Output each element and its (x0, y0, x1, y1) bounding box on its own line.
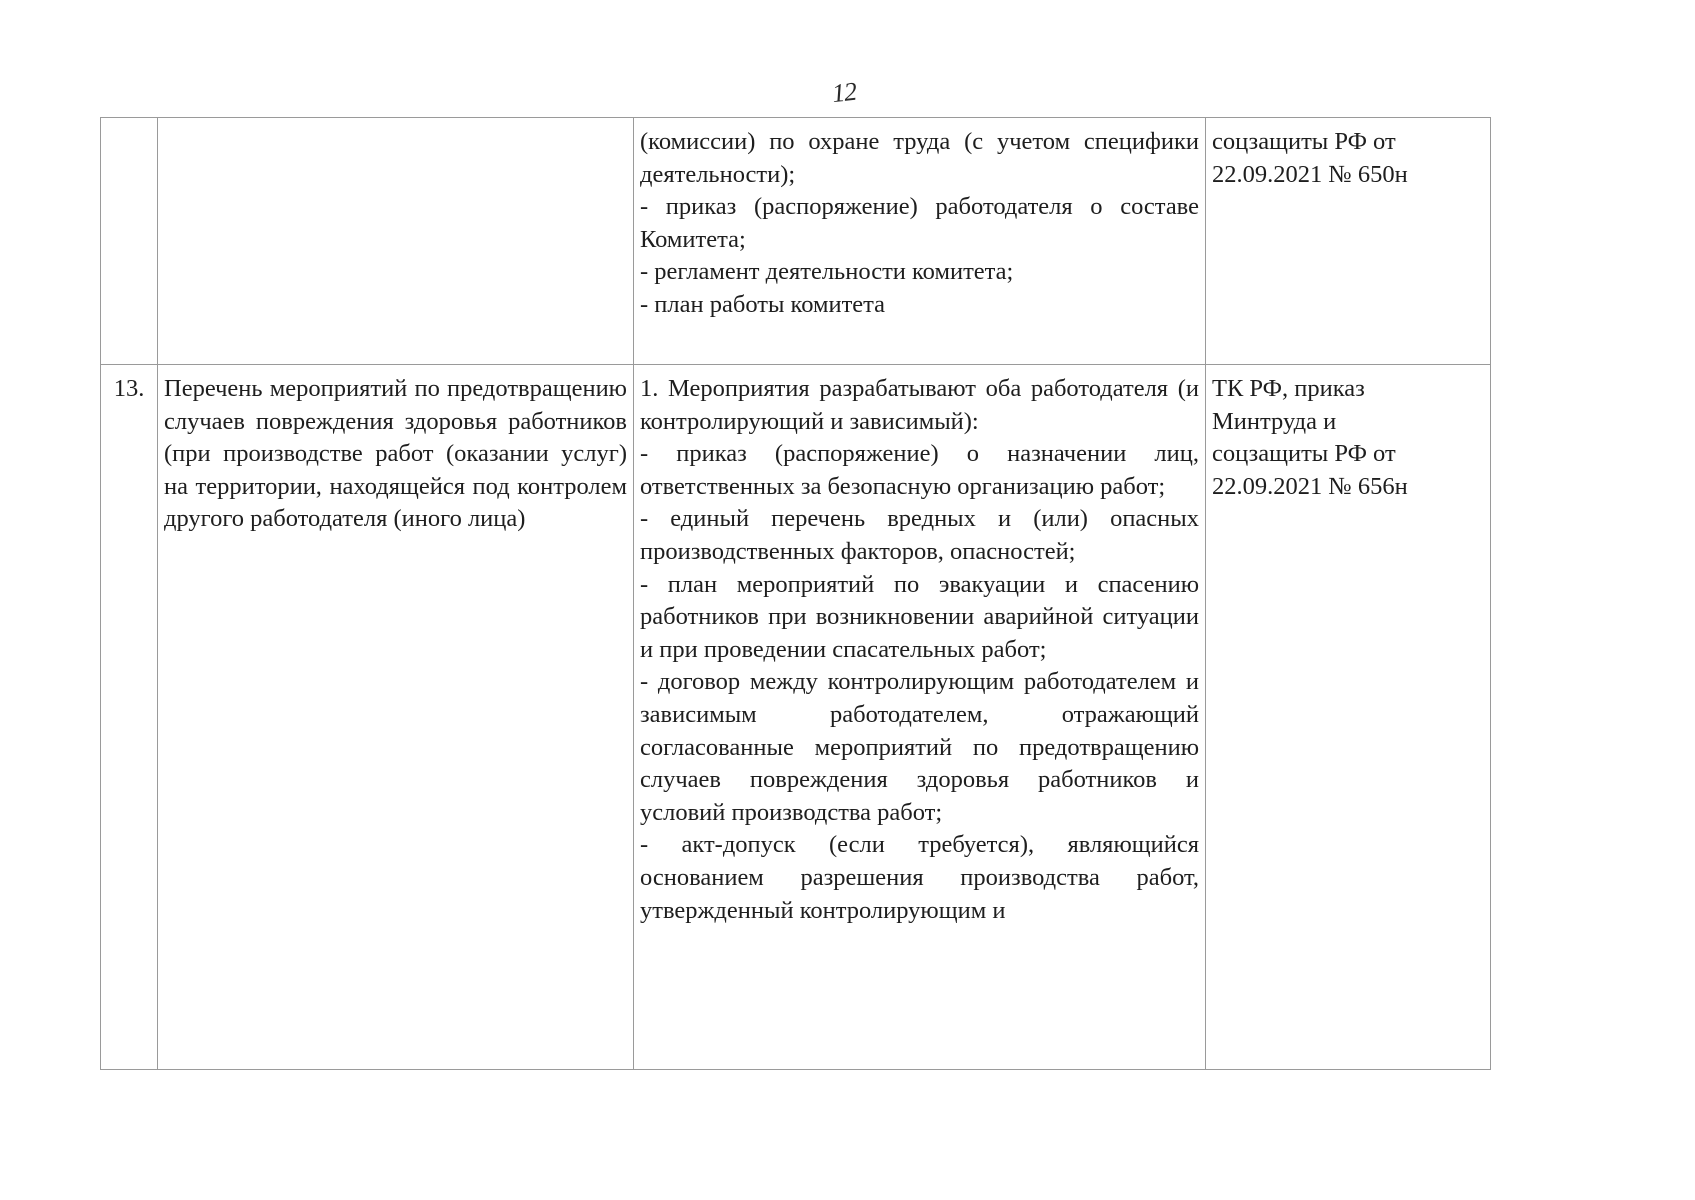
documents-cell (634, 118, 1206, 365)
row-title-cell (158, 365, 634, 1070)
basis-line: Минтруда и (1212, 407, 1337, 435)
document-item: - договор между контролирующим работодателем и зависимым работодателем, отражающий согласованные мероприятий по предотвращению случаев повреждения здоровья работников и условий производства работ; (640, 668, 1199, 826)
basis-line: 22.09.2021 № 650н (1212, 160, 1408, 188)
basis-line: соцзащиты РФ от (1212, 128, 1396, 155)
basis-line: 22.09.2021 № 656н (1212, 472, 1408, 500)
page-number: 12 (830, 76, 858, 109)
document-item: - приказ (распоряжение) работодателя о составе Комитета; (640, 193, 1199, 253)
document-item: - план мероприятий по эвакуации и спасению работников при возникновении аварийной ситуации и при проведении спасательных работ; (640, 570, 1199, 663)
table-row (101, 365, 1491, 1070)
basis-line: ТК РФ, приказ (1212, 375, 1365, 402)
table-row (101, 118, 1491, 365)
document-item: - акт-допуск (если требуется), являющийся основанием разрешения производства работ, утвержденный контролирующим и (640, 831, 1199, 924)
legal-basis-cell (1206, 118, 1491, 365)
document-item: - единый перечень вредных и (или) опасных производственных факторов, опасностей; (640, 505, 1199, 565)
document-item: - приказ (распоряжение) о назначении лиц, ответственных за безопасную организацию работ; (640, 440, 1199, 500)
row-number-cell: 13. (101, 365, 158, 1070)
legal-basis-cell (1206, 365, 1491, 1070)
document-item: 1. Мероприятия разрабатывают оба работодателя (и контролирующий и зависимый): (640, 375, 1199, 435)
document-item: (комиссии) по охране труда (с учетом специфики деятельности); (640, 128, 1199, 188)
documents-cell (634, 365, 1206, 1070)
row-title-cell (158, 118, 634, 365)
basis-line: соцзащиты РФ от (1212, 440, 1396, 468)
row-title-text: Перечень мероприятий по предотвращению случаев повреждения здоровья работников (при производстве работ (оказании услуг) на территории, находящейся под контролем другого работодателя (иного лица) (164, 375, 627, 533)
document-item: - план работы комитета (640, 290, 886, 318)
requirements-table (100, 117, 1491, 1070)
row-number-cell (101, 118, 158, 365)
document-item: - регламент деятельности комитета; (640, 258, 1014, 286)
